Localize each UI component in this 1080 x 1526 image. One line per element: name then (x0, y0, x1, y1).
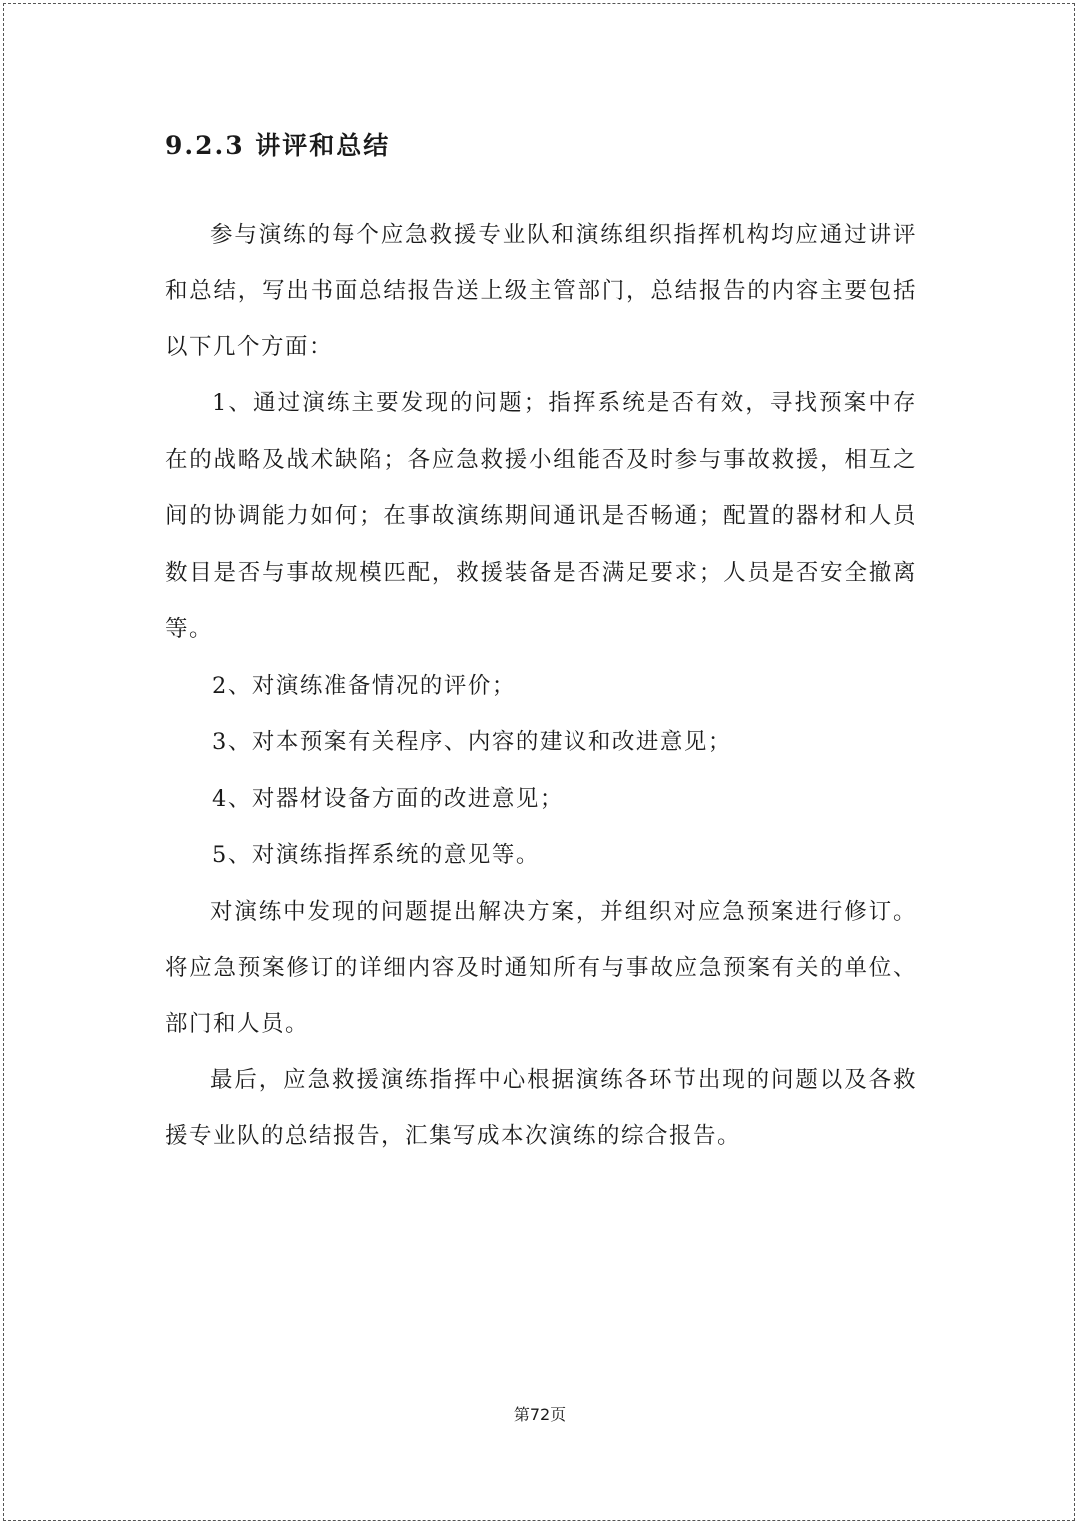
final-paragraph: 最后，应急救援演练指挥中心根据演练各环节出现的问题以及各救援专业队的总结报告，汇集写成本次演练的综合报告。 (165, 1066, 917, 1149)
list-item-1: 1、通过演练主要发现的问题；指挥系统是否有效，寻找预案中存在的战略及战术缺陷；各应急救援小组能否及时参与事故救援，相互之间的协调能力如何；在事故演练期间通讯是否畅通；配置的器材和人员数目是否与事故规模匹配，救援装备是否满足要求；人员是否安全撤离等。 (165, 390, 917, 642)
intro-paragraph: 参与演练的每个应急救援专业队和演练组织指挥机构均应通过讲评和总结，写出书面总结报告送上级主管部门，总结报告的内容主要包括以下几个方面： (165, 222, 917, 360)
revision-paragraph: 对演练中发现的问题提出解决方案，并组织对应急预案进行修订。将应急预案修订的详细内容及时通知所有与事故应急预案有关的单位、部门和人员。 (165, 898, 917, 1037)
section-heading: 9.2.3 讲评和总结 (165, 131, 391, 160)
page-number: 第72页 (513, 1405, 567, 1424)
section-text (165, 207, 917, 1164)
list-item-4: 4、对器材设备方面的改进意见； (212, 785, 564, 812)
list-item-2: 2、对演练准备情况的评价； (212, 672, 516, 699)
list-item-3: 3、对本预案有关程序、内容的建议和改进意见； (212, 729, 732, 755)
list-item-5: 5、对演练指挥系统的意见等。 (212, 842, 540, 868)
